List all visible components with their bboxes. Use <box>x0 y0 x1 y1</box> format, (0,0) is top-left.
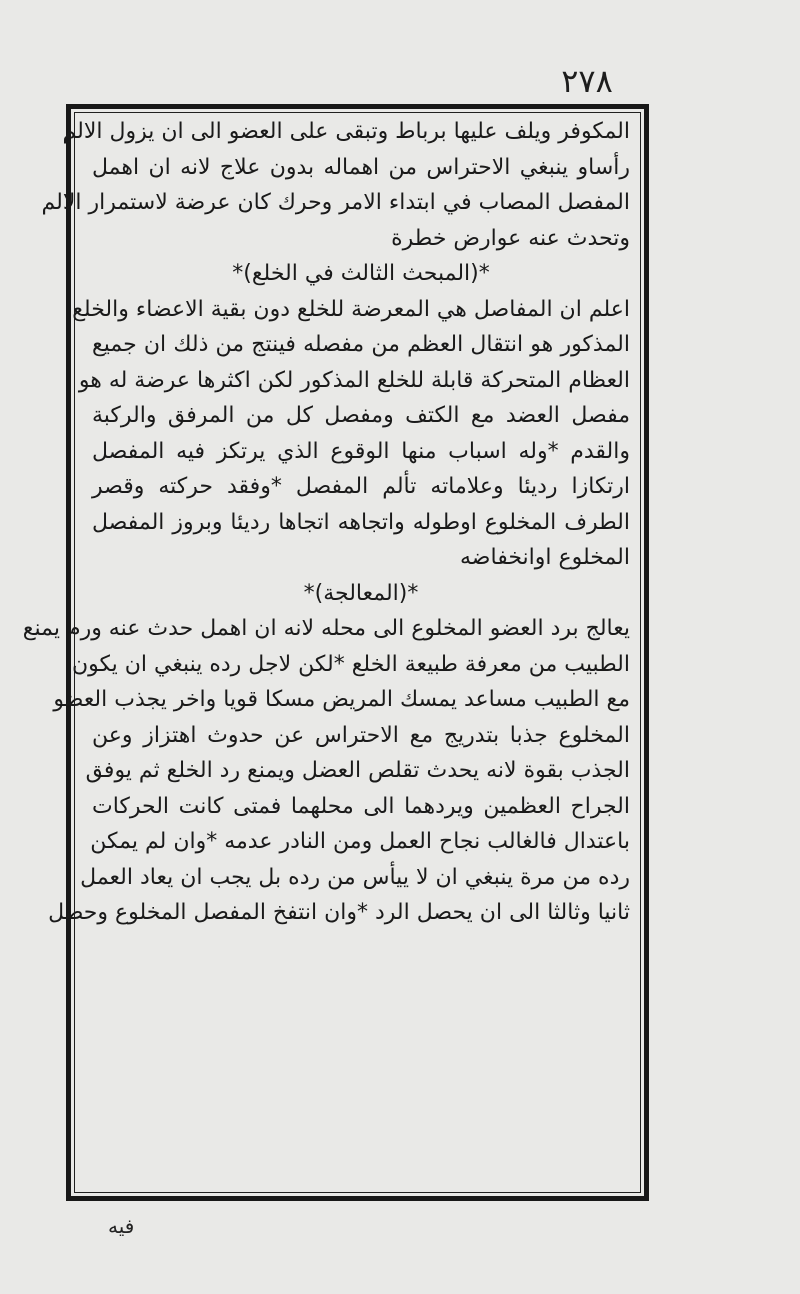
page-number: ٢٧٨ <box>561 62 613 100</box>
text-line: مع الطبيب مساعد يمسك المريض مسكا قويا واخر يجذب العضو <box>53 687 630 712</box>
text-line: الطرف المخلوع اوطوله واتجاهه اتجاها رديئا وبروز المفصل <box>92 509 630 535</box>
catchword: فيه <box>108 1214 135 1238</box>
section-heading: *(المعالجة)* <box>303 580 419 606</box>
text-line: مفصل العضد مع الكتف ومفصل كل من المرفق والركبة <box>92 403 630 428</box>
text-line: وتحدث عنه عوارض خطرة <box>391 225 630 251</box>
text-line: ثانيا وثالثا الى ان يحصل الرد *وان انتفخ المفصل المخلوع وحصل <box>48 900 630 925</box>
text-line: المفصل المصاب في ابتداء الامر وحرك كان عرضة لاستمرار الالم <box>41 190 630 215</box>
text-line: المخلوع اوانخفاضه <box>460 545 630 570</box>
text-line: يعالج برد العضو المخلوع الى محله لانه ان اهمل حدث عنه ورم يمنع <box>22 616 630 641</box>
text-line: رأساو ينبغي الاحتراس من اهماله بدون علاج لانه ان اهمل <box>92 154 630 180</box>
text-line: باعتدال فالغالب نجاح العمل ومن النادر عدمه *وان لم يمكن <box>90 829 630 854</box>
text-line: الطبيب من معرفة طبيعة الخلع *لكن لاجل رده ينبغي ان يكون <box>71 651 630 677</box>
text-line: العظام المتحركة قابلة للخلع المذكور لكن اكثرها عرضة له هو <box>78 367 630 393</box>
text-line: المذكور هو انتقال العظم من مفصله فينتج من ذلك ان جميع <box>92 332 630 357</box>
text-line: الجراح العظمين ويردهما الى محلهما فمتى كانت الحركات <box>92 793 630 819</box>
text-line: والقدم *وله اسباب منها الوقوع الذي يرتكز فيه المفصل <box>92 438 630 464</box>
text-line: اعلم ان المفاصل هي المعرضة للخلع دون بقية الاعضاء والخلع <box>72 296 630 322</box>
text-line: المكوفر ويلف عليها برباط وتبقى على العضو الى ان يزول الالم <box>62 119 630 144</box>
text-line: رده من مرة ينبغي ان لا ييأس من رده بل يجب ان يعاد العمل <box>80 864 630 890</box>
text-line: ارتكازا رديئا وعلاماته تألم المفصل *وفقد حركته وقصر <box>92 474 630 499</box>
text-line: الجذب بقوة لانه يحدث تقلص العضل ويمنع رد الخلع ثم يوفق <box>85 758 630 783</box>
text-line: المخلوع جذبا بتدريج مع الاحتراس عن حدوث اهتزاز وعن <box>92 722 630 748</box>
section-heading: *(المبحث الثالث في الخلع)* <box>232 261 490 286</box>
text-block <box>22 114 630 931</box>
